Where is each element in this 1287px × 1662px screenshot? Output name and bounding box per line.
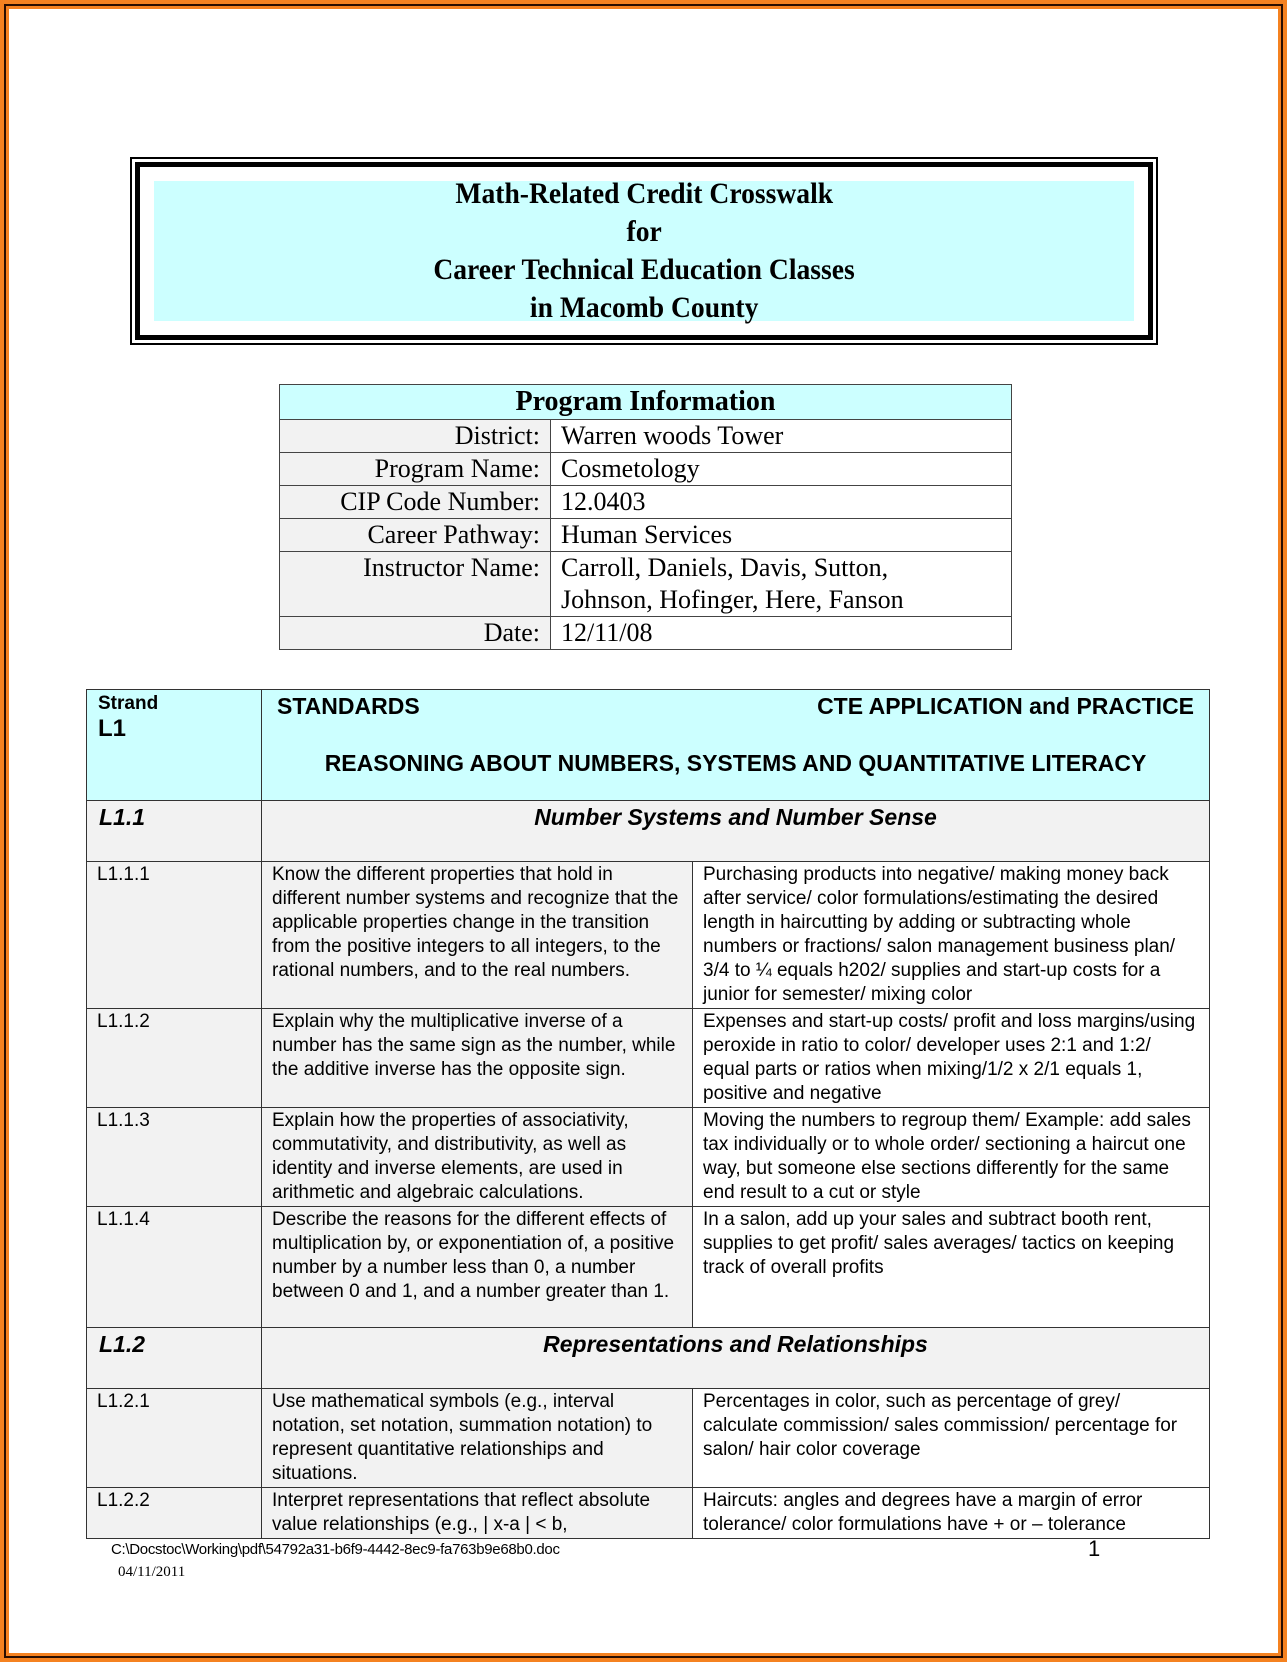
cte-application-label: CTE APPLICATION and PRACTICE [817, 693, 1195, 719]
strand-cell [87, 690, 262, 801]
table-row [87, 1207, 1210, 1328]
instructor-name-label: Instructor Name: [280, 552, 551, 617]
table-row [87, 1108, 1210, 1207]
application-text: Purchasing products into negative/ making money back after service/ color formulations/estimating the desired length in haircutting by adding or subtracting whole numbers or fractions/ salon management business plan/ 3/4 to ¼ equals h202/ supplies and start-up costs for a junior for semester/ mixing color [693, 862, 1210, 1009]
title-line-2: for [626, 215, 662, 248]
standards-label: STANDARDS [277, 693, 420, 719]
cip-code-value: 12.0403 [551, 486, 1012, 519]
standards-table [86, 689, 1210, 1539]
section-row [87, 1328, 1210, 1389]
cip-code-label: CIP Code Number: [280, 486, 551, 519]
date-label: Date: [280, 617, 551, 650]
title-line-1: Math-Related Credit Crosswalk [455, 177, 833, 210]
standard-code: L1.2.2 [87, 1488, 262, 1539]
application-text: Percentages in color, such as percentage of grey/ calculate commission/ sales commission/ percentage for salon/ hair color coverage [693, 1389, 1210, 1488]
program-info-row [280, 486, 1012, 519]
standard-code: L1.1.4 [87, 1207, 262, 1328]
program-info-row [280, 420, 1012, 453]
date-value: 12/11/08 [551, 617, 1012, 650]
title-box-background [154, 177, 1134, 324]
program-info-row [280, 453, 1012, 486]
standard-code: L1.1.3 [87, 1108, 262, 1207]
table-row [87, 862, 1210, 1009]
standard-text: Know the different properties that hold in different number systems and recognize that the applicable properties change in the transition from the positive integers to all integers, to the rational numbers, and to the real numbers. [262, 862, 693, 1009]
district-label: District: [280, 420, 551, 453]
standard-text: Explain how the properties of associativity, commutativity, and distributivity, as well as identity and inverse elements, are used in arithmetic and algebraic calculations. [262, 1108, 693, 1207]
career-pathway-label: Career Pathway: [280, 519, 551, 552]
section-title: Representations and Relationships [262, 1328, 1210, 1389]
standard-text: Use mathematical symbols (e.g., interval notation, set notation, summation notation) to represent quantitative relationships and situations. [262, 1389, 693, 1488]
application-text: Expenses and start-up costs/ profit and loss margins/using peroxide in ratio to color/ developer uses 2:1 and 1:2/ equal parts or ratios when mixing/1/2 x 2/1 equals 1, positive and negative [693, 1009, 1210, 1108]
title-line-3: Career Technical Education Classes [433, 253, 855, 286]
standard-text: Interpret representations that reflect absolute value relationships (e.g., | x-a | < b, [262, 1488, 693, 1539]
strand-title: REASONING ABOUT NUMBERS, SYSTEMS AND QUANTITATIVE LITERACY [324, 750, 1147, 776]
program-info-heading: Program Information [280, 385, 1012, 420]
program-info-row [280, 519, 1012, 552]
footer-file-path: C:\Docstoc\Working\pdf\54792a31-b6f9-4442-8ec9-fa763b9e68b0.doc [111, 1541, 560, 1558]
section-title: Number Systems and Number Sense [262, 801, 1210, 862]
section-code: L1.1 [87, 801, 262, 862]
title-box [130, 157, 1158, 345]
title-box-frame [135, 162, 1153, 340]
title-line-4: in Macomb County [529, 291, 759, 324]
standard-code: L1.1.2 [87, 1009, 262, 1108]
standard-text: Explain why the multiplicative inverse of a number has the same sign as the number, while the additive inverse has the opposite sign. [262, 1009, 693, 1108]
district-value: Warren woods Tower [551, 420, 1012, 453]
instructor-name-value [551, 552, 1012, 617]
standards-header-row [87, 690, 1210, 801]
career-pathway-value: Human Services [551, 519, 1012, 552]
instructor-name-line-1: Carroll, Daniels, Davis, Sutton, [561, 553, 889, 582]
application-text: In a salon, add up your sales and subtract booth rent, supplies to get profit/ sales averages/ tactics on keeping track of overall profits [693, 1207, 1210, 1328]
table-row [87, 1488, 1210, 1539]
standard-code: L1.1.1 [87, 862, 262, 1009]
footer-date: 04/11/2011 [118, 1564, 186, 1580]
program-info-table [279, 384, 1012, 650]
program-info-row [280, 617, 1012, 650]
table-row [87, 1009, 1210, 1108]
strand-label: Strand [98, 693, 159, 714]
standards-header-cell [262, 690, 1210, 801]
application-text: Moving the numbers to regroup them/ Example: add sales tax individually or to whole order/ sectioning a haircut one way, but someone else sections differently for the same end result to a cut or style [693, 1108, 1210, 1207]
application-text: Haircuts: angles and degrees have a margin of error tolerance/ color formulations have + or – tolerance [693, 1488, 1210, 1539]
table-row [87, 1389, 1210, 1488]
strand-code: L1 [98, 715, 127, 742]
standard-text: Describe the reasons for the different effects of multiplication by, or exponentiation of, a positive number by a number less than 0, a number between 0 and 1, and a number greater than 1. [262, 1207, 693, 1328]
program-name-label: Program Name: [280, 453, 551, 486]
program-name-value: Cosmetology [551, 453, 1012, 486]
instructor-name-line-2: Johnson, Hofinger, Here, Fanson [561, 585, 904, 614]
page-number: 1 [1088, 1536, 1101, 1561]
section-row [87, 801, 1210, 862]
standard-code: L1.2.1 [87, 1389, 262, 1488]
program-info-row [280, 552, 1012, 617]
section-code: L1.2 [87, 1328, 262, 1389]
